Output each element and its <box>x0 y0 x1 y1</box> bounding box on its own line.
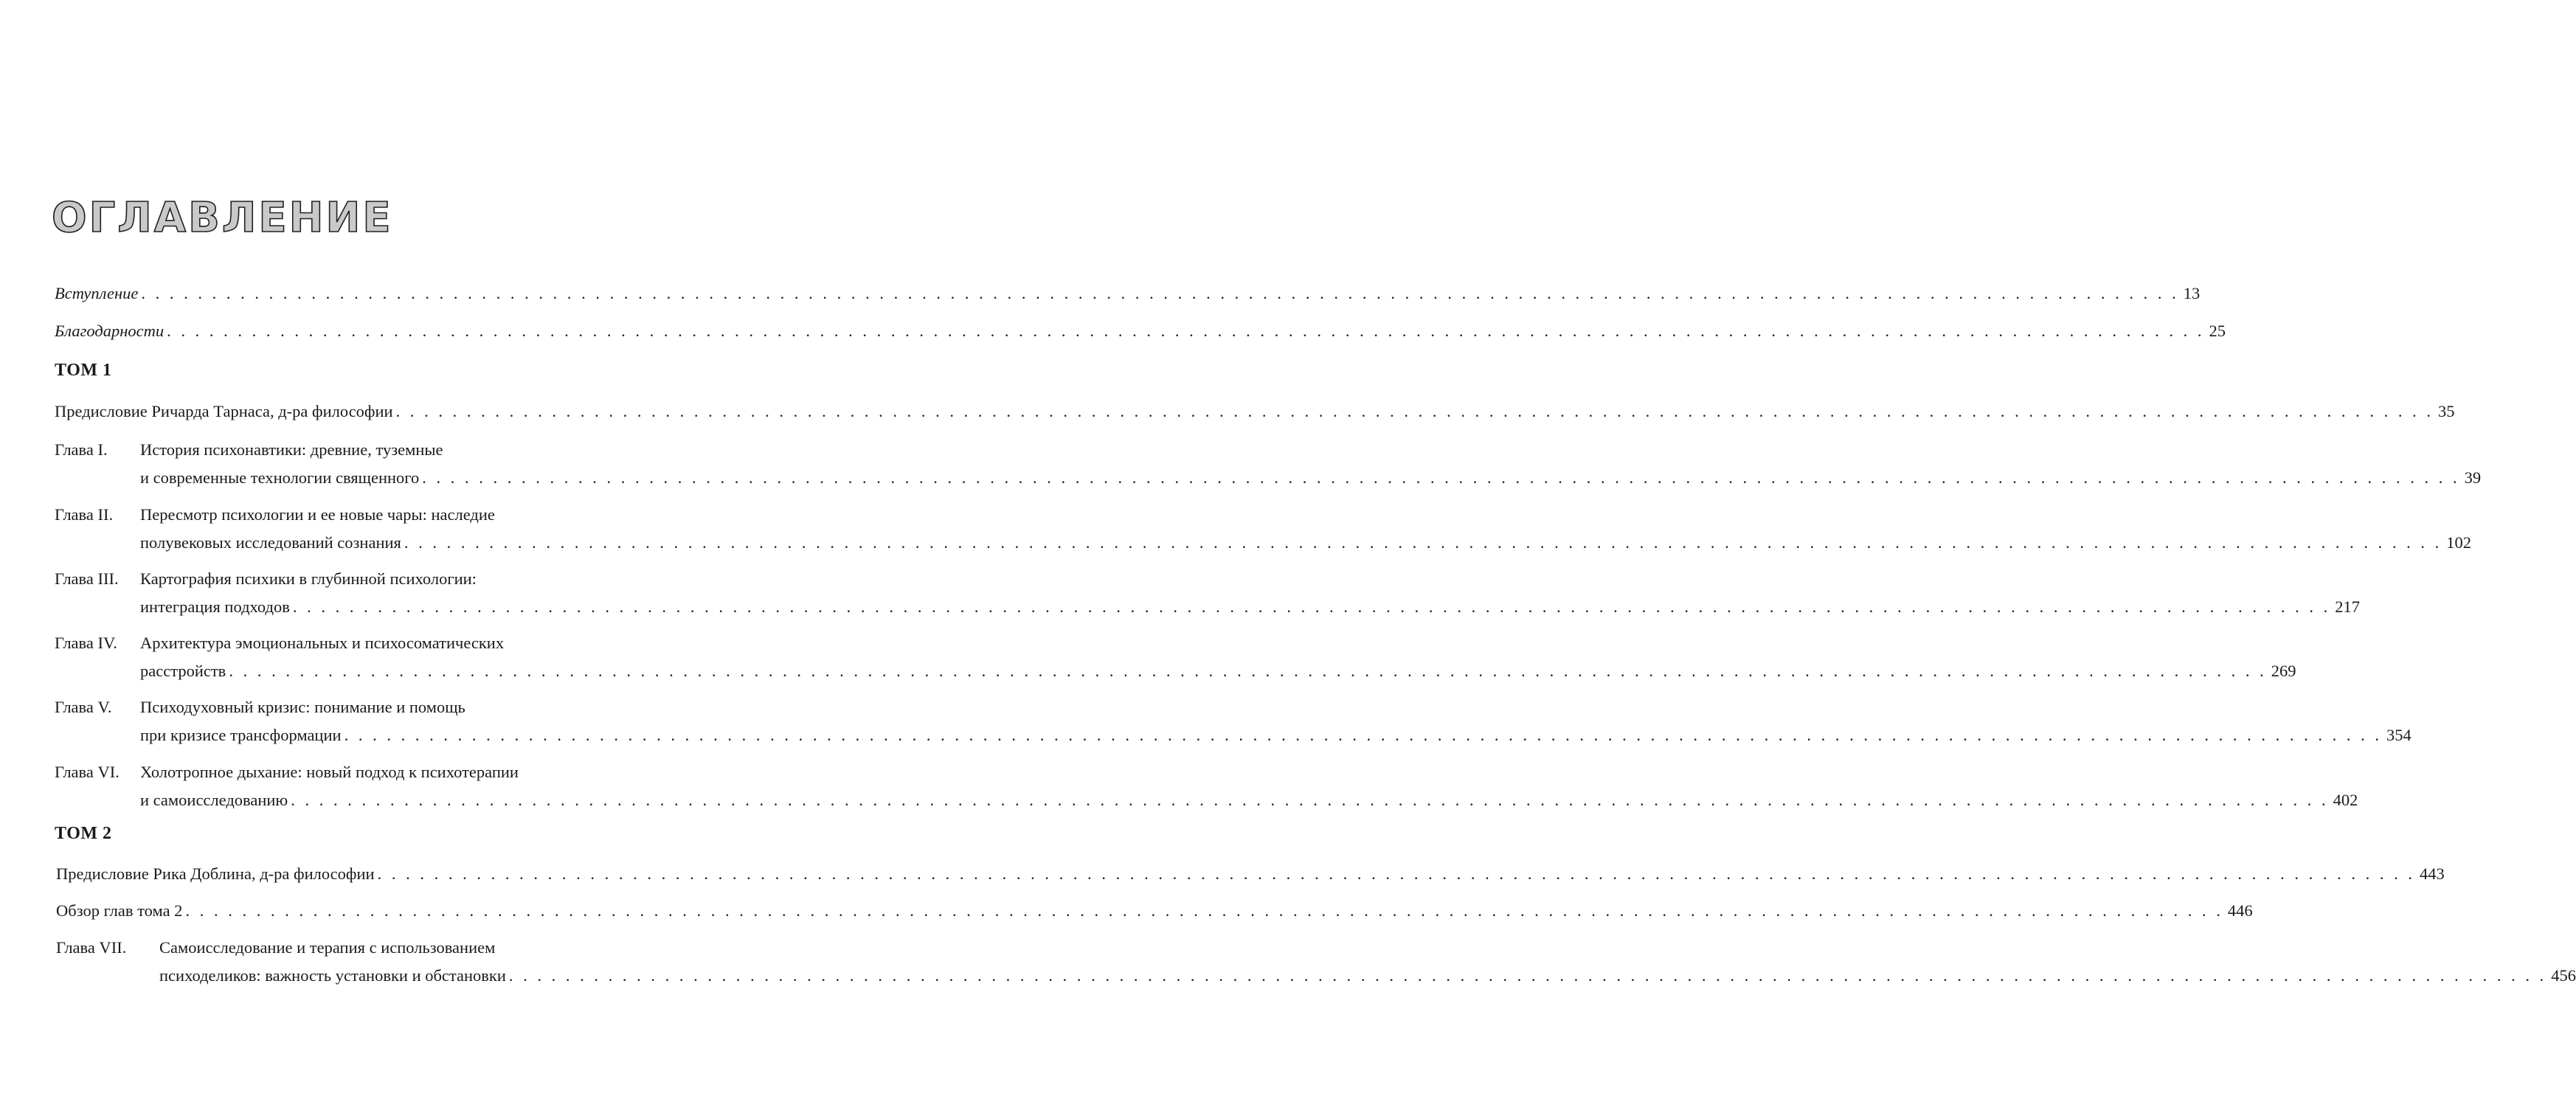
toc-chapter-1[interactable] <box>55 439 2482 495</box>
toc-page-number: 102 <box>2446 533 2472 552</box>
chapter-number: Глава I. <box>55 440 108 459</box>
toc-chapter-2[interactable] <box>55 504 2472 560</box>
chapter-title-line: расстройств <box>140 662 226 680</box>
chapter-title-line: и самоисследованию <box>140 791 288 809</box>
volume-2-heading: ТОМ 2 <box>55 824 112 843</box>
chapter-title-line: История психонавтики: древние, туземные <box>140 440 443 459</box>
dot-leader <box>291 789 2328 811</box>
toc-entry-introduction[interactable] <box>55 282 2201 305</box>
chapter-number: Глава III. <box>55 569 119 588</box>
toc-page-number: 402 <box>2333 791 2358 809</box>
dot-leader <box>185 900 2223 922</box>
toc-entry-overview-vol2[interactable] <box>56 900 2253 922</box>
chapter-title-line: Архитектура эмоциональных и психосоматических <box>140 634 505 652</box>
toc-entry-preface-tarnas[interactable] <box>55 401 2455 423</box>
chapter-number: Глава IV. <box>55 634 117 652</box>
dot-leader <box>344 724 2382 746</box>
toc-page-number: 217 <box>2335 597 2360 616</box>
chapter-title-line: Пересмотр психологии и ее новые чары: наследие <box>140 505 495 524</box>
chapter-number: Глава II. <box>55 505 114 524</box>
dot-leader <box>509 965 2546 987</box>
toc-chapter-4[interactable] <box>55 632 2296 688</box>
chapter-title-line: психоделиков: важность установки и обстановки <box>159 966 506 985</box>
dot-leader <box>141 282 2178 305</box>
volume-1-heading: ТОМ 1 <box>55 361 112 380</box>
toc-entry-acknowledgements[interactable] <box>55 320 2226 342</box>
page-title: ОГЛАВЛЕНИЕ <box>52 194 393 242</box>
toc-entry-text: Предисловие Рика Доблина, д-ра философии <box>56 864 375 883</box>
chapter-number: Глава V. <box>55 698 112 716</box>
toc-chapter-5[interactable] <box>55 696 2411 752</box>
toc-page-number: 39 <box>2464 468 2482 487</box>
dot-leader <box>378 863 2415 885</box>
toc-page-number: 269 <box>2271 662 2296 680</box>
dot-leader <box>293 596 2330 618</box>
toc-page-number: 443 <box>2419 864 2445 883</box>
toc-page-number: 13 <box>2183 284 2201 302</box>
dot-leader <box>229 660 2266 682</box>
toc-page-number: 456 <box>2551 966 2576 985</box>
toc-chapter-3[interactable] <box>55 568 2360 624</box>
dot-leader <box>396 401 2434 423</box>
chapter-title-line: Картография психики в глубинной психологии: <box>140 569 477 588</box>
chapter-title-line: интеграция подходов <box>140 597 290 616</box>
chapter-number: Глава VI. <box>55 763 120 781</box>
toc-page-number: 25 <box>2209 322 2226 340</box>
toc-chapter-6[interactable] <box>55 761 2358 817</box>
toc-entry-text: Предисловие Ричарда Тарнаса, д-ра философии <box>55 402 393 420</box>
chapter-title-line: и современные технологии священного <box>140 468 420 487</box>
dot-leader <box>422 467 2459 489</box>
toc-entry-text: Вступление <box>55 284 139 302</box>
dot-leader <box>167 320 2204 342</box>
toc-entry-preface-doblin[interactable] <box>56 863 2445 885</box>
toc-entry-text: Обзор глав тома 2 <box>56 901 183 920</box>
toc-page-number: 35 <box>2437 402 2455 420</box>
toc-chapter-7[interactable] <box>56 937 2576 993</box>
chapter-title-line: Психодуховный кризис: понимание и помощь <box>140 698 465 716</box>
chapter-title-line: Самоисследование и терапия с использованием <box>159 938 496 957</box>
chapter-title-line: Холотропное дыхание: новый подход к психотерапии <box>140 763 519 781</box>
dot-leader <box>404 532 2442 554</box>
chapter-title-line: при кризисе трансформации <box>140 726 342 744</box>
toc-entry-text: Благодарности <box>55 322 165 340</box>
chapter-title-line: полувековых исследований сознания <box>140 533 401 552</box>
toc-page-number: 446 <box>2227 901 2253 920</box>
chapter-number: Глава VII. <box>56 938 127 957</box>
toc-page-number: 354 <box>2386 726 2411 744</box>
